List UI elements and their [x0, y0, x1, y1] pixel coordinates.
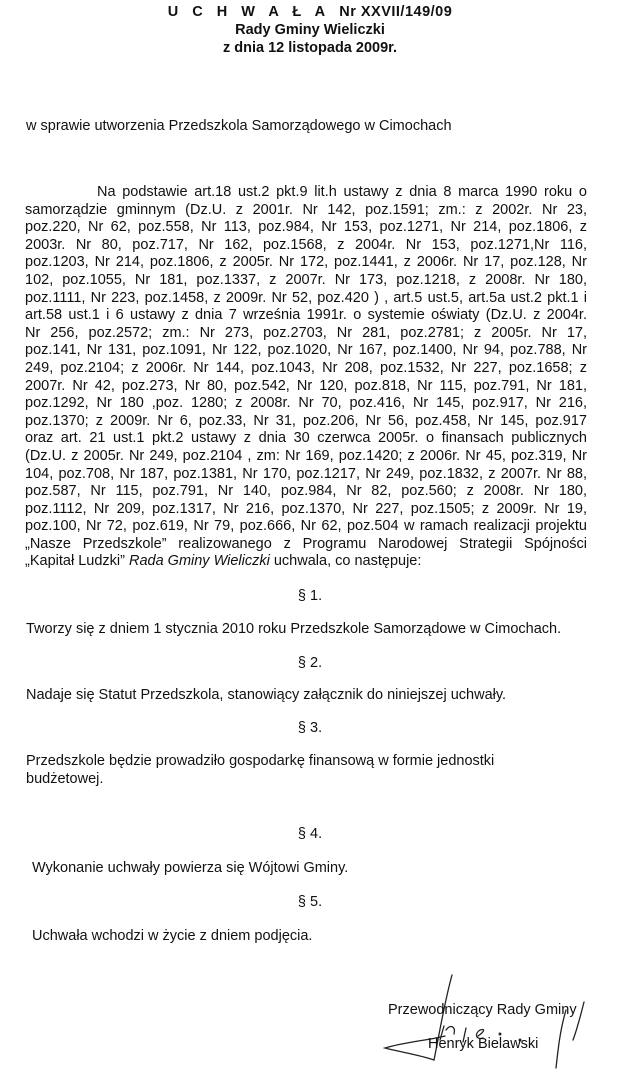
preamble-closing-text [25, 553, 587, 571]
preamble-line [25, 378, 587, 396]
section-4-symbol: § 4. [297, 826, 323, 842]
council-name-italic: Rada Gminy Wieliczki [128, 553, 270, 570]
preamble-line-text: „Nasze Przedszkole” realizowanego z Programu Narodowej Strategii Spójności [25, 535, 587, 552]
section-4-text: Wykonanie uchwały powierza się Wójtowi Gminy. [32, 860, 349, 876]
preamble-line [25, 466, 587, 484]
section-3-line-2: budżetowej. [26, 770, 104, 787]
closing-prefix: „Kapitał Ludzki” [25, 553, 129, 570]
preamble-line-text: poz.587, Nr 115, poz.791, Nr 140, poz.984, Nr 82, poz.560; z 2008r. Nr 180, [25, 483, 587, 500]
preamble-line [25, 413, 587, 431]
preamble-line-text: poz.1292, Nr 180 ,poz. 1280; z 2008r. Nr 70, poz.416, Nr 145, poz.917, Nr 216, [25, 395, 587, 412]
preamble-line [25, 430, 587, 448]
preamble-line-text: poz.1112, Nr 209, poz.1317, Nr 216, poz.1370, Nr 227, poz.1505; z 2009r. Nr 19, [25, 500, 587, 517]
preamble-line-text: poz.1370; z 2009r. Nr 6, poz.33, Nr 31, poz.206, Nr 56, poz.458, Nr 145, poz.917 [25, 412, 587, 429]
resolution-title [0, 3, 620, 21]
preamble-line-text: 249, poz.2104; z 2006r. Nr 144, poz.1043, Nr 208, poz.1532, Nr 227, poz.1658; z [25, 359, 587, 376]
preamble-line-text: 104, poz.708, Nr 187, poz.1381, Nr 170, poz.1217, Nr 249, poz.1832, z 2007r. Nr 88, [25, 465, 587, 482]
preamble-line [25, 325, 587, 343]
preamble-line-text: Na podstawie art.18 ust.2 pkt.9 lit.h ustawy z dnia 8 marca 1990 roku o [97, 184, 587, 200]
preamble-line-text: samorządzie gminnym (Dz.U. z 2001r. Nr 142, poz.1591; zm.: z 2002r. Nr 23, [25, 201, 587, 218]
section-1-text: Tworzy się z dniem 1 stycznia 2010 roku Przedszkole Samorządowe w Cimochach. [26, 621, 562, 637]
preamble-line [25, 237, 587, 255]
closing-suffix: uchwala, co następuje: [269, 553, 422, 570]
preamble-line-text: 2003r. Nr 80, poz.717, Nr 162, poz.1568, z 2004r. Nr 153, poz.1271,Nr 116, [25, 236, 587, 253]
preamble-closing-line [25, 553, 587, 571]
preamble-line [25, 184, 587, 202]
preamble-line [25, 342, 587, 360]
preamble-line-text: art.58 ust.1 i 6 ustawy z dnia 7 września 1991r. o systemie oświaty (Dz.U. z 2004r. [25, 307, 587, 324]
resolution-word: U C H W A Ł A [167, 4, 331, 20]
resolution-header [0, 3, 620, 57]
preamble-line [25, 536, 587, 554]
resolution-subject: w sprawie utworzenia Przedszkola Samorządowego w Cimochach [26, 118, 452, 134]
preamble-line [25, 307, 587, 325]
signatory-title: Przewodniczący Rady Gminy [388, 1002, 577, 1018]
section-5-symbol: § 5. [297, 894, 323, 910]
preamble-line [25, 518, 587, 536]
preamble-line [25, 360, 587, 378]
section-5-text: Uchwała wchodzi w życie z dniem podjęcia. [32, 928, 313, 944]
preamble-line-text: (Dz.U. z 2005r. Nr 249, poz.2104 , zm: Nr 169, poz.1420; z 2006r. Nr 45, poz.319, Nr [25, 447, 587, 464]
section-3-text [26, 753, 494, 788]
preamble-line [25, 483, 587, 501]
preamble-line [25, 219, 587, 237]
preamble-line-text: poz.220, Nr 62, poz.558, Nr 113, poz.984, Nr 153, poz.1271, Nr 214, poz.1806, z [25, 219, 587, 236]
preamble-line-text: Nr 256, poz.2572; zm.: Nr 273, poz.2703, Nr 281, poz.2781; z 2005r. Nr 17, [25, 324, 587, 341]
section-2-text: Nadaje się Statut Przedszkola, stanowiący załącznik do niniejszej uchwały. [26, 687, 507, 703]
preamble-line [25, 290, 587, 308]
preamble-line-text: 102, poz.1055, Nr 181, poz.1337, z 2007r. Nr 173, poz.1218, z 2008r. Nr 180, [25, 271, 587, 288]
resolution-date: z dnia 12 listopada 2009r. [222, 40, 398, 56]
preamble-line-text: poz.100, Nr 72, poz.619, Nr 79, poz.666, Nr 62, poz.504 w ramach realizacji projektu [25, 518, 587, 535]
preamble-line [25, 254, 587, 272]
preamble-line-text: poz.1111, Nr 223, poz.1458, z 2009r. Nr 52, poz.420 ) , art.5 ust.5, art.5a ust.2 pkt.1 i [25, 289, 587, 306]
preamble-line-text: 2007r. Nr 42, poz.273, Nr 80, poz.542, Nr 120, poz.818, Nr 115, poz.791, Nr 181, [25, 377, 587, 394]
preamble-line [25, 501, 587, 519]
section-3-line-1: Przedszkole będzie prowadziło gospodarkę finansową w formie jednostki [26, 753, 495, 769]
preamble-line-text: poz.1203, Nr 214, poz.1806, z 2005r. Nr 172, poz.1441, z 2006r. Nr 17, poz.128, Nr [25, 254, 587, 271]
preamble-line [25, 448, 587, 466]
signatory-name: Henryk Bielawski [428, 1036, 539, 1052]
preamble-line [25, 202, 587, 220]
section-1-symbol: § 1. [297, 588, 323, 604]
issuing-body: Rady Gminy Wieliczki [235, 22, 385, 38]
section-2-symbol: § 2. [297, 655, 323, 671]
resolution-number: Nr XXVII/149/09 [339, 4, 453, 20]
section-3-symbol: § 3. [297, 720, 323, 736]
preamble [25, 184, 587, 571]
preamble-line-text: poz.141, Nr 131, poz.1091, Nr 122, poz.1020, Nr 167, poz.1400, Nr 94, poz.788, Nr [25, 342, 587, 359]
preamble-line [25, 272, 587, 290]
preamble-line-text: oraz art. 21 ust.1 pkt.2 ustawy z dnia 30 czerwca 2005r. o finansach publicznych [25, 430, 587, 447]
preamble-line [25, 395, 587, 413]
